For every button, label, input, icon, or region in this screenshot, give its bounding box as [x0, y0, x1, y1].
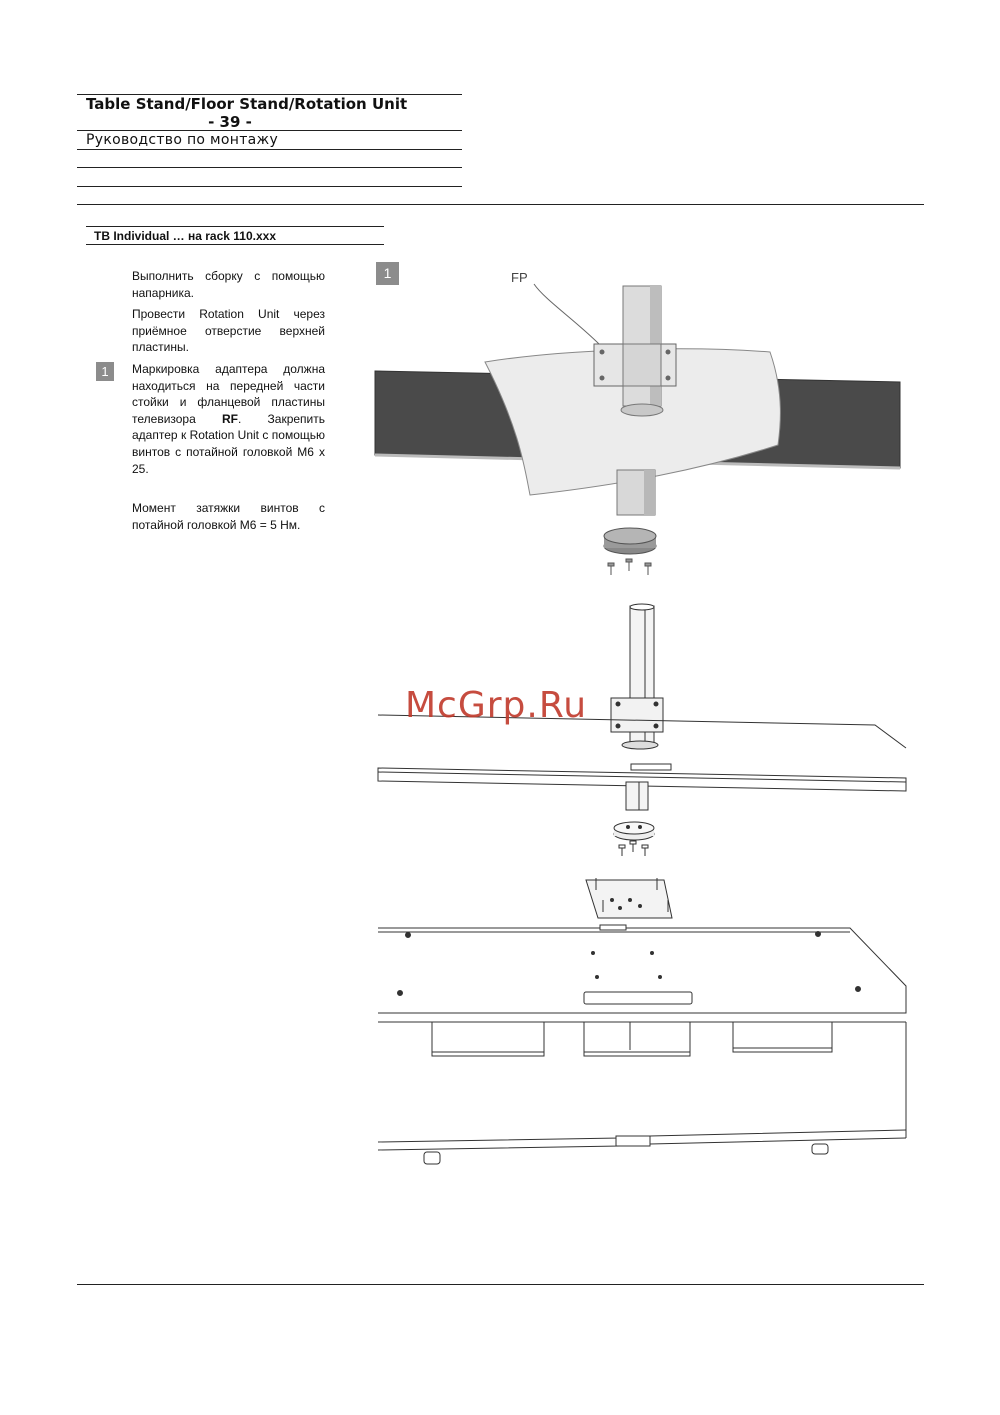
- instruction-paragraph-2: Провести Rotation Unit через приёмное отверстие верхней пластины.: [132, 307, 325, 355]
- cable-slot: [584, 992, 692, 1004]
- instruction-text: Маркировка адаптера должна находиться на передней части стойки и фланцевой пластины телевизора: [132, 362, 325, 426]
- section-title: TB Individual … на rack 110.xxx: [94, 229, 276, 243]
- figure-step-badge: 1: [376, 262, 399, 285]
- fp-label: FP: [511, 270, 528, 285]
- screws-top: [608, 559, 651, 575]
- detail-top: [375, 284, 900, 575]
- watermark: McGrp.Ru: [405, 685, 588, 726]
- foot-left: [424, 1152, 440, 1164]
- fp-leader: [534, 284, 600, 345]
- instruction-text: . Закрепить адаптер к Rotation Unit с помощью винтов с потайной головкой M6 x 25.: [132, 411, 325, 476]
- document-subtitle: Руководство по монтажу: [86, 132, 279, 148]
- rf-marking: RF: [221, 411, 238, 426]
- compartment-left: [432, 1022, 544, 1056]
- compartment-middle: [584, 1022, 690, 1056]
- instruction-paragraph-4: Момент затяжки винтов с потайной головкой M6 = 5 Нм.: [132, 501, 325, 532]
- footer-rule: [77, 1284, 924, 1285]
- step-badge: 1: [96, 362, 114, 381]
- adapter-puck: [604, 528, 656, 544]
- screws-middle: [619, 841, 648, 856]
- document-title: Table Stand/Floor Stand/Rotation Unit: [86, 95, 408, 113]
- foot-right: [812, 1144, 828, 1154]
- instruction-paragraph-1: Выполнить сборку с помощью напарника.: [132, 269, 325, 300]
- page-number: - 39 -: [208, 113, 252, 131]
